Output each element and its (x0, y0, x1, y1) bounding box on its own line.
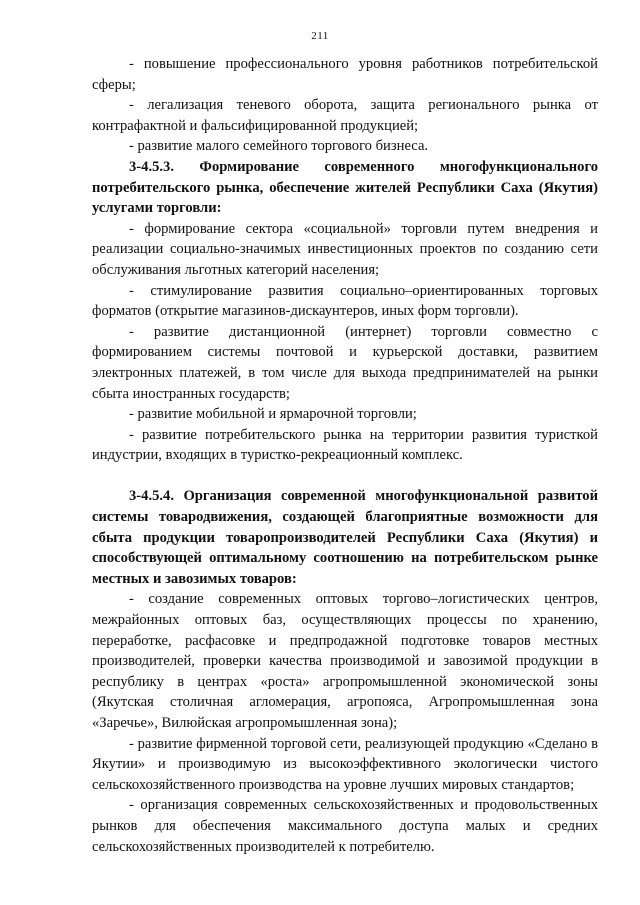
bullet-paragraph: - организация современных сельскохозяйственных и продовольственных рынков для обеспечения максимального доступа малых и средних сельскохозяйственных производителей к потребителю. (92, 797, 598, 855)
bullet-paragraph: - формирование сектора «социальной» торговли путем внедрения и реализации социально-значимых инвестиционных проектов по созданию сети обслуживания льготных категорий населения; (92, 220, 598, 278)
bullet-paragraph: - развитие потребительского рынка на территории развития туристкой индустрии, входящих в туристко-рекреационный комплекс. (92, 426, 598, 464)
section-heading: 3-4.5.3. Формирование современного многофункционального потребительского рынка, обеспечение жителей Республики Саха (Якутия) услугами торговли: (92, 158, 598, 217)
bullet-paragraph: - развитие мобильной и ярмарочной торговли; (129, 406, 417, 423)
bullet-paragraph: - повышение профессионального уровня работников потребительской сферы; (92, 56, 598, 93)
bullet-paragraph: - развитие фирменной торговой сети, реализующей продукцию «Сделано в Якутии» и производимую из высокоэффективного экологически чистого сельскохозяйственного производства на уровне лучших мировых стандартов; (92, 735, 598, 793)
page-body (92, 54, 598, 857)
bullet-paragraph: - легализация теневого оборота, защита регионального рынка от контрафактной и фальсифицированной продукцией; (92, 97, 598, 134)
bullet-paragraph: - развитие малого семейного торгового бизнеса. (129, 138, 429, 155)
bullet-paragraph: - стимулирование развития социально–ориентированных торговых форматов (открытие магазинов-дискаунтеров, иных форм торговли). (92, 282, 598, 320)
page-number: 211 (311, 30, 329, 42)
bullet-paragraph: - создание современных оптовых торгово–логистических центров, межрайонных оптовых баз, осуществляющих процессы по хранению, переработке, расфасовке и предпродажной подготовке товаров местных производителей, проверки качества производимой и завозимой продукции в республику в центрах «роста» агропромышленной экономической зоны (Якутская столичная агломерация, агропояса, Агропромышленная зона «Заречье», Вилюйская агропромышленная зона); (92, 591, 598, 731)
section-heading: 3-4.5.4. Организация современной многофункциональной развитой системы товародвижения, создающей благоприятные возможности для сбыта продукции товаропроизводителей Республики Саха (Якутия) и способствующей оптимальному соотношению на потребительском рынке местных и завозимых товаров: (92, 488, 598, 587)
bullet-paragraph: - развитие дистанционной (интернет) торговли совместно с формированием системы почтовой и курьерской доставки, развитием электронных платежей, в том числе для выхода предпринимателей на рынки сбыта иностранных государств; (92, 323, 598, 402)
